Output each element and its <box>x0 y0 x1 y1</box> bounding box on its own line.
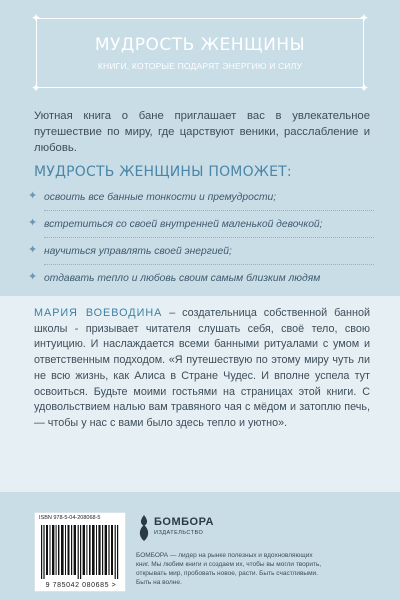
publisher-sub: ИЗДАТЕЛЬСТВО <box>154 530 204 536</box>
sparkle-icon: ✦ <box>358 81 369 95</box>
sparkle-icon: ✦ <box>31 81 42 95</box>
sparkle-icon: ✦ <box>31 11 42 25</box>
benefits-heading: МУДРОСТЬ ЖЕНЩИНЫ ПОМОЖЕТ: <box>34 164 292 180</box>
benefit-text: встретиться со своей внутренней маленькой девочкой; <box>44 218 323 230</box>
series-frame <box>31 11 369 95</box>
author-paragraph <box>34 306 370 432</box>
barcode-digits: 9 785042 080685 > <box>45 582 117 589</box>
benefit-text: научиться управлять своей энергией; <box>44 245 232 257</box>
series-title: МУДРОСТЬ ЖЕНЩИНЫ <box>94 35 306 55</box>
series-subtitle: КНИГИ, КОТОРЫЕ ПОДАРЯТ ЭНЕРГИЮ И СИЛУ <box>97 61 303 71</box>
bombora-logo-icon <box>136 514 152 542</box>
author-bio: – создательница собственной банной школы - призывает читателя слушать себя, своё тело, свою интуицию. И наслаждается всеми банными ритуалами с умом и ответственным подходом. «Я путешествую по этому миру чуть ли не всю жизнь, как Алиса в Стране Чудес. И вполне успела тут освоиться. Будьте моими гостьями на страницах этой книги. С удовольствием налью вам травяного чая с мёдом и затоплю печь, — чтобы у нас с вами было здесь тепло и уютно». <box>34 307 370 429</box>
publisher-blurb: БОМБОРА — лидер на рынке полезных и вдохновляющих книг. Мы любим книги и создаем их, чтобы вы могли творить, открывать мир, пробовать новое, расти. Быть счастливыми. Быть на волне. <box>136 552 322 586</box>
list-item <box>24 211 374 237</box>
publisher-logo <box>136 514 246 544</box>
publisher-name: БОМБОРА <box>154 516 214 528</box>
sparkle-icon: ✦ <box>358 11 369 25</box>
list-item <box>24 238 374 264</box>
isbn-text: ISBN 978-5-04-208068-5 <box>39 515 101 521</box>
sparkle-icon: ✦ <box>28 244 38 256</box>
sparkle-icon: ✦ <box>28 271 38 283</box>
list-item <box>24 184 374 210</box>
intro-paragraph: Уютная книга о бане приглашает вас в увлекательное путешествие по миру, где царствуют веники, расслабление и любовь. <box>34 110 370 154</box>
benefit-text: отдавать тепло и любовь своим самым близким людям <box>44 272 321 284</box>
author-name: МАРИЯ ВОЕВОДИНА <box>34 307 163 319</box>
sparkle-icon: ✦ <box>28 217 38 229</box>
sparkle-icon: ✦ <box>28 190 38 202</box>
benefits-list <box>24 184 374 291</box>
list-item <box>24 265 374 291</box>
barcode-bars <box>41 525 121 579</box>
barcode <box>34 512 126 592</box>
benefit-text: освоить все банные тонкости и премудрости; <box>44 191 277 203</box>
